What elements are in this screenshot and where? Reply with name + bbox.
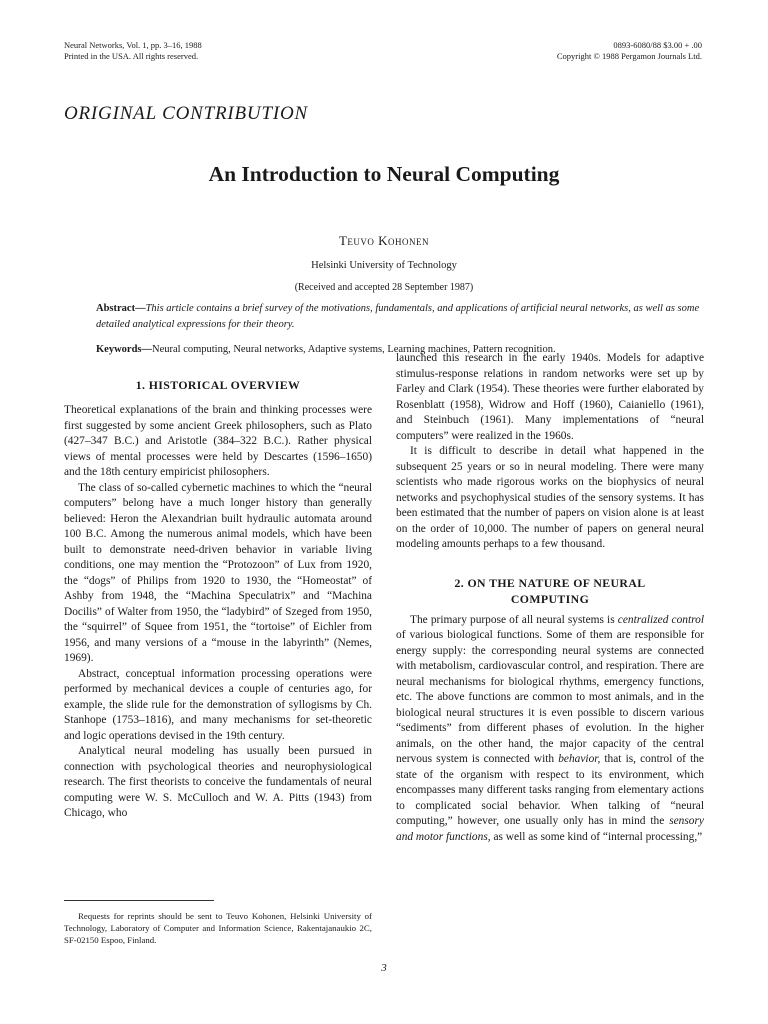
copyright-block [470, 40, 702, 62]
right-column [396, 351, 704, 845]
author-name: Teuvo Kohonen [338, 233, 430, 248]
footnote: Requests for reprints should be sent to Teuvo Kohonen, Helsinki University of Technology, Laboratory of Computer and Information Science, Rakentajanaukio 2C, SF-02150 Espoo, Finland. [64, 911, 372, 945]
paragraph: Abstract, conceptual information processing operations were performed by mechanical devices a couple of centuries ago, for example, the slide rule for the demonstration of syllogisms by Ch. Stanhope (1753–1816), and many mechanisms for set-theoretic and logic operations devised in the 19th century. [64, 667, 372, 742]
paragraph: Analytical neural modeling has usually been pursued in connection with psychological theories and neurophysiological research. The first theorists to conceive the fundamentals of neural computing were W. S. McCulloch and W. A. Pitts (1943) from Chicago, who [64, 745, 372, 819]
text-run: that is, control of the state of the organism with respect to its environment, which encompasses many different tasks ranging from elementary actions to complicated social behavior. When talking of “neural computing,” however, one usually only has in mind the [396, 753, 704, 827]
article-title: An Introduction to Neural Computing [208, 162, 560, 186]
issn-price: 0893-6080/88 $3.00 + .00 [613, 40, 702, 50]
journal-citation-line2: Printed in the USA. All rights reserved. [64, 51, 199, 61]
journal-citation-line1: Neural Networks, Vol. 1, pp. 3–16, 1988 [64, 40, 202, 50]
abstract-label: Abstract— [96, 303, 146, 314]
article-type-label: ORIGINAL CONTRIBUTION [64, 103, 308, 124]
section-2-heading [396, 575, 704, 607]
section-2-heading-line1: 2. ON THE NATURE OF NEURAL [454, 575, 646, 590]
paragraph [396, 613, 704, 846]
paragraph: The class of so-called cybernetic machines to which the “neural computers” belong have a much longer history than generally believed: Heron the Alexandrian built hydraulic automata around 100 B.C. Among the numerous animal models, which have been built to demonstrate need-driven behavior in variable living conditions, one may mention the “Protozoon” of Lux from 1920, the “dogs” of Philips from 1920 to 1930, the “Homeostat” of Ashby from 1948, the “Machina Speculatrix” and “Machina Docilis” of Walter from 1950, the “ladybird” of Szeged from 1950, the “squirrel” of Squee from 1951, the “tortoise” of Eichler from 1956, and many versions of a “mouse in the labyrinth” (Nemes, 1969). [64, 481, 372, 664]
emphasis: sensory and motor functions, [396, 815, 704, 843]
copyright-line: Copyright © 1988 Pergamon Journals Ltd. [556, 51, 702, 61]
section-2-heading-line2: COMPUTING [510, 591, 590, 606]
section-1-heading: 1. HISTORICAL OVERVIEW [135, 378, 301, 392]
emphasis: centralized control [617, 613, 704, 626]
abstract-text: This article contains a brief survey of the motivations, fundamentals, and applications of artificial neural networks, as well as some detailed analytical expressions for their theory. [96, 303, 700, 330]
received-date: (Received and accepted 28 September 1987) [294, 282, 474, 293]
paragraph: Theoretical explanations of the brain and thinking processes were first suggested by some ancient Greek philosophers, such as Plato (427–347 B.C.) and Aristotle (384–322 B.C.). Rather physical views of mental processes were held by Descartes (1596–1650) and the 18th century empiricist philosophers. [64, 404, 372, 478]
footnote-divider [64, 900, 214, 901]
journal-citation [64, 40, 202, 62]
text-run: as well as some kind of “internal processing,” [490, 830, 703, 843]
paragraph: It is difficult to describe in detail what happened in the subsequent 25 years or so in neural modeling. There were many scientists who made rigorous works on the biophysics of neural networks and psychophysical studies of the sensory systems. It has been estimated that the number of papers on vision alone is at least on the order of 10,000. The number of papers on general neural modeling amounts perhaps to a few thousand. [396, 445, 704, 550]
left-column [64, 377, 372, 822]
page-number: 3 [381, 962, 387, 974]
paragraph: launched this research in the early 1940s. Models for adaptive stimulus-response relations in random networks were set up by Farley and Clark (1954). These theories were further elaborated by Rosenblatt (1958), Widrow and Hoff (1960), Caianiello (1961), and Steinbuch (1961). Many implementations of “neural computers” were realized in the 1960s. [396, 352, 704, 442]
keywords-label: Keywords— [96, 344, 152, 355]
emphasis: behavior, [558, 753, 601, 765]
author-affiliation: Helsinki University of Technology [311, 260, 457, 271]
text-run: of various biological functions. Some of them are responsible for energy supply: the corresponding neural systems are connected with metabolism, cardiovascular control, and respiration. There are neural mechanisms for biological rhythms, emergency functions, etc. The above functions are common to most animals, and in the biological neural structures it is even possible to discern various “sediments” from different phases of evolution. In the higher animals, on the other hand, the major capacity of the central nervous system is connected with [396, 629, 704, 765]
keywords-text: Neural computing, Neural networks, Adaptive systems, Learning machines, Pattern recognition. [152, 344, 556, 355]
abstract [96, 301, 706, 333]
text-run: The primary purpose of all neural systems is [410, 613, 618, 626]
